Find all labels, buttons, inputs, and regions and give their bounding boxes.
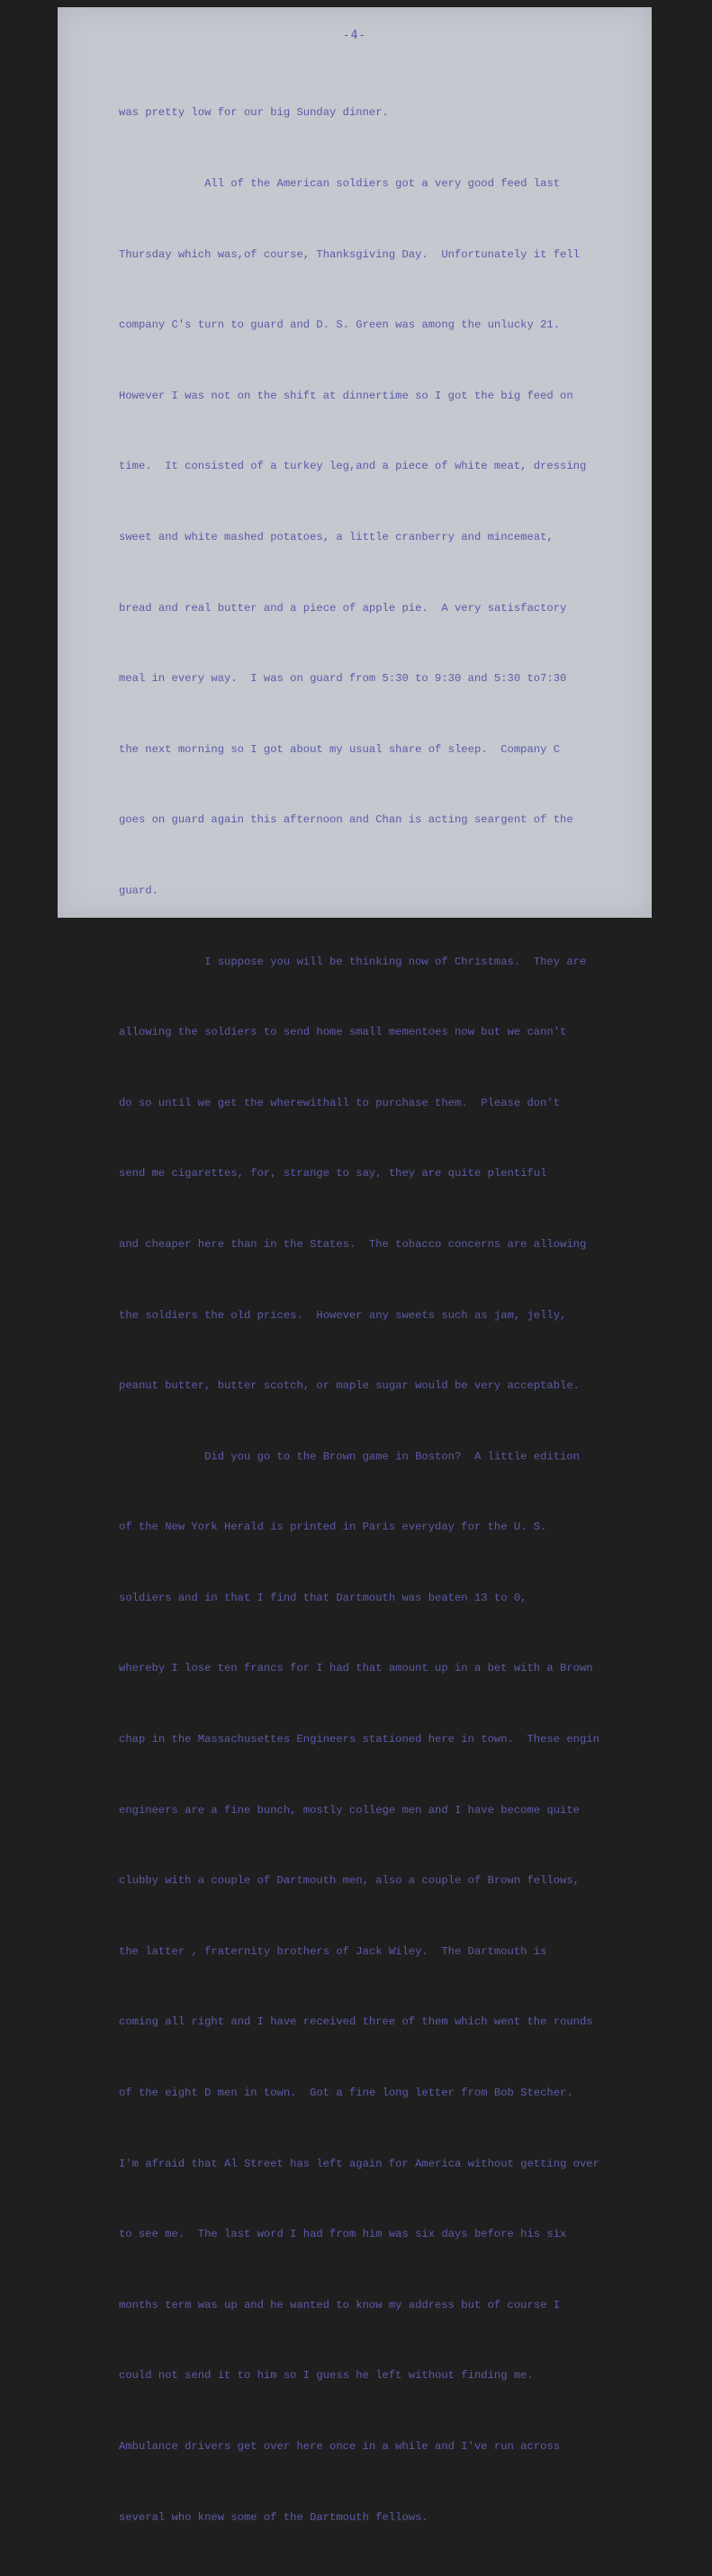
text-line: I'm afraid that Al Street has left again for America without getting over bbox=[119, 2157, 599, 2170]
text-line: of the eight D men in town. Got a fine long letter from Bob Stecher. bbox=[119, 2087, 573, 2100]
text-line: clubby with a couple of Dartmouth men, also a couple of Brown fellows, bbox=[119, 1874, 580, 1888]
text-line: to see me. The last word I had from him was six days before his six bbox=[119, 2228, 567, 2241]
letter-body bbox=[119, 54, 641, 2576]
text-line: of the New York Herald is printed in Paris everyday for the U. S. bbox=[119, 1521, 547, 1534]
text-line: Did you go to the Brown game in Boston? A little edition bbox=[119, 1450, 580, 1463]
text-line: the soldiers the old prices. However any sweets such as jam, jelly, bbox=[119, 1308, 567, 1322]
text-line: time. It consisted of a turkey leg,and a piece of white meat, dressing bbox=[119, 460, 587, 473]
text-line: All of the American soldiers got a very good feed last bbox=[119, 177, 561, 190]
text-line: could not send it to him so I guess he left without finding me. bbox=[119, 2369, 534, 2383]
text-line: months term was up and he wanted to know my address but of course I bbox=[119, 2298, 561, 2311]
text-line: and cheaper here than in the States. The tobacco concerns are allowing bbox=[119, 1237, 587, 1251]
text-line: the latter , fraternity brothers of Jack Wiley. The Dartmouth is bbox=[119, 1944, 547, 1958]
text-line: I suppose you will be thinking now of Christmas. They are bbox=[119, 955, 587, 968]
text-line: the next morning so I got about my usual share of sleep. Company C bbox=[119, 742, 561, 756]
page-number: -4- bbox=[342, 29, 367, 42]
text-line: company C's turn to guard and D. S. Green was among the unlucky 21. bbox=[119, 319, 561, 332]
text-line: meal in every way. I was on guard from 5:30 to 9:30 and 5:30 to7:30 bbox=[119, 672, 567, 686]
text-line: whereby I lose ten francs for I had that amount up in a bet with a Brown bbox=[119, 1662, 593, 1675]
text-line: several who knew some of the Dartmouth fellows. bbox=[119, 2510, 428, 2524]
letter-page bbox=[58, 7, 652, 2524]
text-line: guard. bbox=[119, 884, 158, 897]
text-line: bread and real butter and a piece of apple pie. A very satisfactory bbox=[119, 601, 567, 615]
text-line: engineers are a fine bunch, mostly college men and I have become quite bbox=[119, 1803, 580, 1817]
text-line: Thursday which was,of course, Thanksgiving Day. Unfortunately it fell bbox=[119, 247, 580, 261]
text-line: coming all right and I have received three of them which went the rounds bbox=[119, 2015, 593, 2029]
text-line: However I was not on the shift at dinnertime so I got the big feed on bbox=[119, 389, 573, 402]
text-line: do so until we get the wherewithall to purchase them. Please don't bbox=[119, 1096, 561, 1109]
text-line: Ambulance drivers get over here once in a while and I've run across bbox=[119, 2440, 561, 2453]
text-line: allowing the soldiers to send home small mementoes now but we cann't bbox=[119, 1026, 567, 1039]
text-line: peanut butter, butter scotch, or maple sugar would be very acceptable. bbox=[119, 1379, 580, 1393]
text-line: send me cigarettes, for, strange to say, they are quite plentiful bbox=[119, 1167, 547, 1180]
text-line: chap in the Massachusettes Engineers stationed here in town. These engin bbox=[119, 1733, 599, 1746]
text-line: soldiers and in that I find that Dartmouth was beaten 13 to 0, bbox=[119, 1591, 527, 1604]
text-line: was pretty low for our big Sunday dinner. bbox=[119, 106, 389, 120]
text-line: sweet and white mashed potatoes, a little cranberry and mincemeat, bbox=[119, 530, 554, 543]
text-line: goes on guard again this afternoon and Chan is acting seargent of the bbox=[119, 813, 573, 827]
